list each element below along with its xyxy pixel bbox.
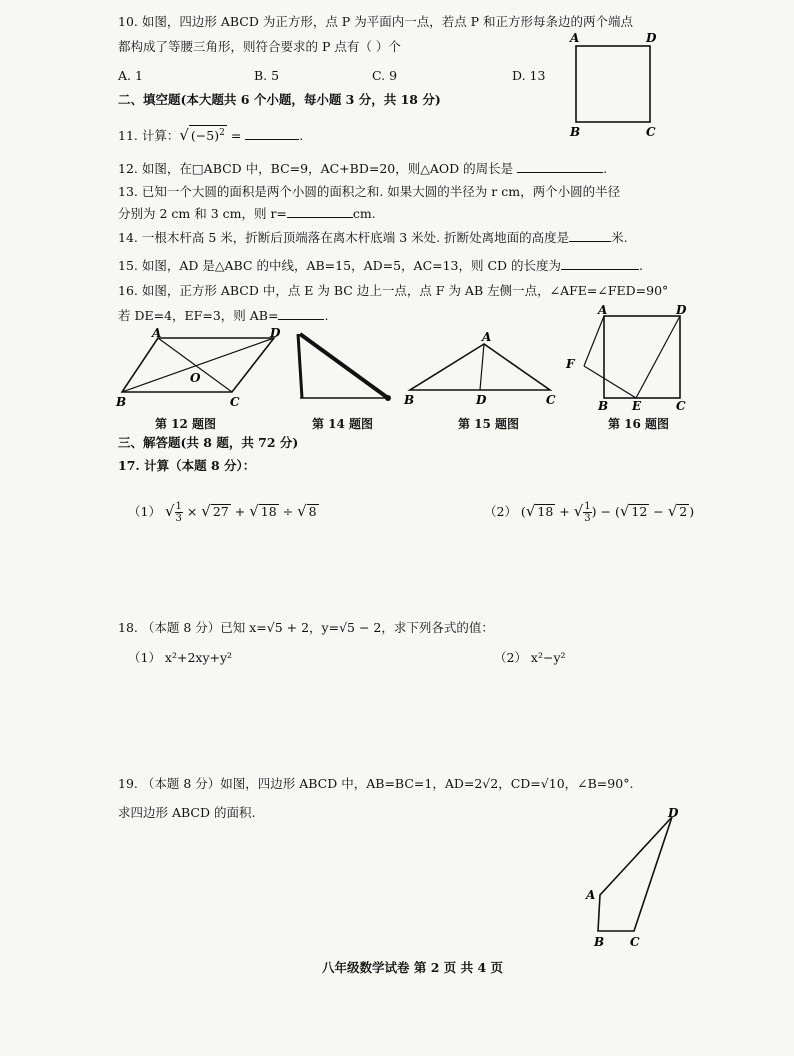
q10-option-b: B. 5 <box>254 68 280 83</box>
fig14-broken-pole <box>292 326 398 412</box>
label-o: O <box>190 371 201 385</box>
label-d: D <box>676 303 687 317</box>
label-b: B <box>598 399 609 413</box>
q10-line2: 都构成了等腰三角形，则符合要求的 P 点有（ ）个 <box>118 39 401 54</box>
section-3-heading: 三、解答题(共 8 题，共 72 分) <box>118 435 299 450</box>
q15-answer-blank[interactable] <box>561 257 639 270</box>
label-b: B <box>404 393 415 407</box>
q11-prefix: 11. 计算： <box>118 128 180 144</box>
fig15-triangle-median <box>400 326 570 412</box>
q11: 11. 计算：√ $(-5)^2$ = . <box>118 126 304 145</box>
sqrt-18b: 18 <box>537 504 554 519</box>
caption-fig14: 第 14 题图 <box>312 417 374 431</box>
median-ad <box>480 344 484 390</box>
top-endpoint <box>385 395 391 401</box>
q16-answer-blank[interactable] <box>278 307 324 320</box>
segment-fe <box>584 366 636 398</box>
q10-option-d: D. 13 <box>512 68 546 83</box>
q17-title: 17. 计算（本题 8 分）： <box>118 458 256 473</box>
q14-answer-blank[interactable] <box>569 229 611 242</box>
q10-square-figure <box>560 32 670 140</box>
pole-broken-part <box>300 334 388 398</box>
q10-option-c: C. 9 <box>372 68 398 83</box>
label-e: E <box>632 399 642 413</box>
q18-part1: （1） x²+2xy+y² <box>128 650 233 665</box>
fraction-one-third: $\frac{1}{3}$ <box>175 501 182 524</box>
label-f: F <box>566 357 575 371</box>
page-footer: 八年级数学试卷 第 2 页 共 4 页 <box>322 960 504 975</box>
label-c: C <box>646 125 656 139</box>
label-d: D <box>476 393 487 407</box>
label-c: C <box>676 399 686 413</box>
sqrt-12: 12 <box>631 504 648 519</box>
q11-answer-blank[interactable] <box>245 127 299 140</box>
q13-line2 <box>118 205 376 222</box>
q19-quadrilateral-figure <box>580 805 684 953</box>
segment-af <box>584 316 604 366</box>
q18-part2: （2） x²−y² <box>494 650 566 665</box>
fig16-square-figure <box>562 302 696 414</box>
quadrilateral-abcd <box>598 817 672 931</box>
q19-line1: 19. （本题 8 分）如图，四边形 ABCD 中，AB=BC=1，AD=2√2，CD=√10，∠B=90°. <box>118 776 634 791</box>
q11-suffix: = <box>230 128 242 144</box>
sqrt-sign: √ <box>179 126 189 145</box>
sqrt-27: 27 <box>212 504 229 519</box>
q10-option-a: A. 1 <box>118 68 143 83</box>
label-a: A <box>570 32 580 45</box>
caption-fig12: 第 12 题图 <box>155 417 217 431</box>
q17-part2: （2） (√ 18 + √ $\frac{1}{3}$ ) − (√ 12 − √ 2 ) <box>484 501 695 524</box>
q11-radicand: $(-5)^2$ <box>189 125 227 143</box>
label-b: B <box>116 395 127 409</box>
q12-text: 12. 如图，在□ABCD 中，BC=9，AC+BD=20，则△AOD 的周长是 <box>118 161 514 176</box>
label-c: C <box>630 935 640 949</box>
q11-exponent: 2 <box>219 128 225 138</box>
q12-answer-blank[interactable] <box>517 160 603 173</box>
q12: 12. 如图，在□ABCD 中，BC=9，AC+BD=20，则△AOD 的周长是 . <box>118 161 608 176</box>
label-a: A <box>598 303 608 317</box>
label-c: C <box>230 395 240 409</box>
q16-line2-text: 若 DE=4，EF=3，则 AB= <box>118 308 279 323</box>
label-a: A <box>482 330 492 344</box>
caption-fig15: 第 15 题图 <box>458 417 520 431</box>
q15: 15. 如图，AD 是△ABC 的中线，AB=15，AD=5，AC=13，则 CD 的长度为 . <box>118 258 644 273</box>
caption-fig16: 第 16 题图 <box>608 417 670 431</box>
label-d: D <box>646 32 657 45</box>
q16-line1: 16. 如图，正方形 ABCD 中，点 E 为 BC 边上一点，点 F 为 AB 左侧一点，∠AFE=∠FED=90° <box>118 283 669 298</box>
q14-unit: 米. <box>611 230 628 245</box>
square-shape <box>576 46 650 122</box>
q14 <box>118 229 628 246</box>
q15-text: 15. 如图，AD 是△ABC 的中线，AB=15，AD=5，AC=13，则 CD 的长度为 <box>118 258 562 273</box>
q17-part1-label: （1） <box>128 504 161 519</box>
pole-standing-part <box>298 334 302 398</box>
fig12-parallelogram <box>112 326 292 412</box>
label-c: C <box>546 393 556 407</box>
q17-part1: （1） √ $\frac{1}{3}$ × √ 27 + √ 18 ÷ √ 8 <box>128 501 317 524</box>
label-a: A <box>586 888 596 902</box>
label-b: B <box>594 935 605 949</box>
label-d: D <box>270 326 281 340</box>
label-d: D <box>668 806 679 820</box>
segment-ed <box>636 316 680 398</box>
sqrt-8: 8 <box>308 504 317 519</box>
q17-part2-label: （2） <box>484 504 517 519</box>
q14-text: 14. 一根木杆高 5 米，折断后顶端落在离木杆底端 3 米处. 折断处离地面的高度是 <box>118 230 570 245</box>
label-a: A <box>152 326 162 340</box>
sqrt-2: 2 <box>679 504 688 519</box>
q13-line1: 13. 已知一个大圆的面积是两个小圆的面积之和. 如果大圆的半径为 r cm，两个小圆的半径 <box>118 184 621 199</box>
q10-line1: 10. 如图，四边形 ABCD 为正方形，点 P 为平面内一点，若点 P 和正方形每条边的两个端点 <box>118 14 634 29</box>
q13-line2b: cm. <box>352 206 376 221</box>
label-b: B <box>570 125 581 139</box>
q16-line2: 若 DE=4，EF=3，则 AB= . <box>118 308 329 323</box>
sqrt-18: 18 <box>260 504 277 519</box>
q13-line2a: 分别为 2 cm 和 3 cm，则 r= <box>118 206 287 221</box>
section-2-heading: 二、填空题(本大题共 6 个小题，每小题 3 分，共 18 分) <box>118 92 441 107</box>
q19-line2: 求四边形 ABCD 的面积. <box>118 805 256 820</box>
q13-answer-blank[interactable] <box>287 205 353 218</box>
q18-line1: 18. （本题 8 分）已知 x=√5 + 2，y=√5 − 2，求下列各式的值： <box>118 620 494 635</box>
fraction-one-third-b: $\frac{1}{3}$ <box>584 501 591 524</box>
